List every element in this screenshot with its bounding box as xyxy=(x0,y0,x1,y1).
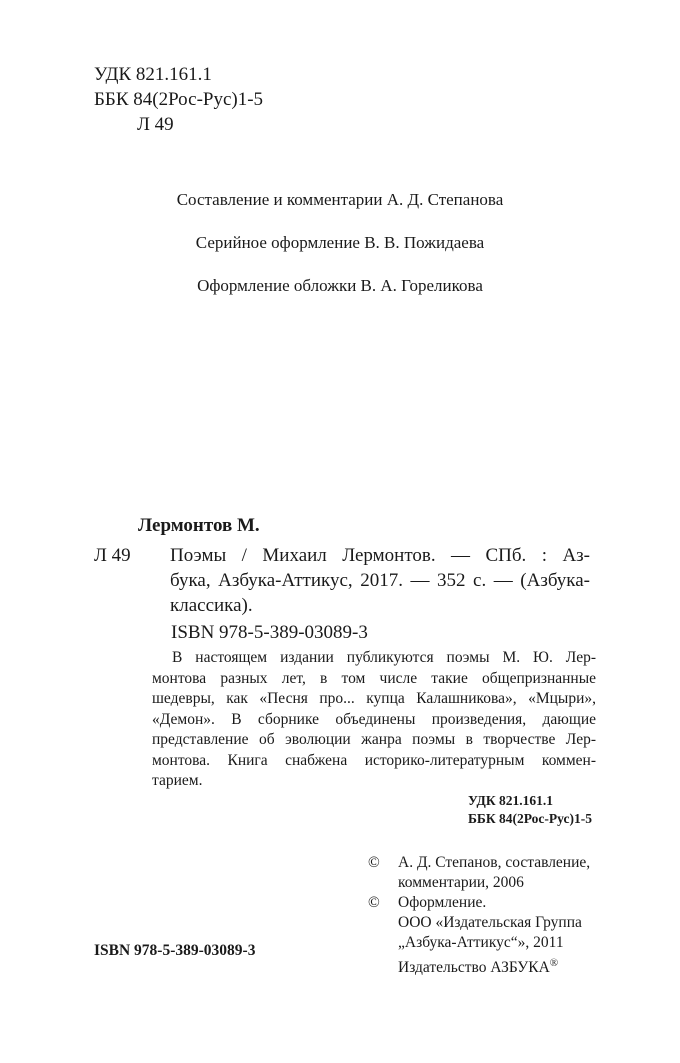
series-design-credit: Серийное оформление В. В. Пожидаева xyxy=(195,233,485,252)
bottom-isbn: ISBN 978-5-389-03089-3 xyxy=(94,942,256,959)
udk-code: УДК 821.161.1 xyxy=(94,64,212,85)
annotation-line: В настоящем издании публикуются поэмы М. Ю. Лер- xyxy=(172,649,596,666)
copyright-entry-compiler xyxy=(368,853,590,873)
catalog-entry xyxy=(94,543,590,616)
annotation-line: представление об эволюции жанра поэмы в творчестве Лер- xyxy=(152,731,596,748)
copyright-entry-design xyxy=(368,893,590,913)
cover-design-credit: Оформление обложки В. А. Гореликова xyxy=(197,276,483,295)
classification-codes xyxy=(94,62,263,137)
annotation-line: монтова. Книга снабжена историко-литературным коммен- xyxy=(152,751,596,769)
copyright-text: „Азбука-Аттикус“», 2011 xyxy=(398,934,564,951)
copyright-text: ООО «Издательская Группа xyxy=(398,914,582,931)
copyright-text: комментарии, 2006 xyxy=(398,874,524,891)
copyright-symbol: © xyxy=(368,854,380,871)
copyright-symbol: © xyxy=(368,894,380,911)
annotation-line: монтова разных лет, в том числе такие общепризнанные xyxy=(152,669,596,687)
catalog-sign: Л 49 xyxy=(94,545,131,566)
annotation xyxy=(152,648,596,792)
small-bbk-code: ББК 84(2Рос-Рус)1-5 xyxy=(468,811,592,826)
catalog-description xyxy=(170,543,590,618)
annotation-line: шедевры, как «Песня про... купца Калашникова», «Мцыри», xyxy=(152,690,596,707)
copyright-block xyxy=(368,853,590,978)
small-udk-code: УДК 821.161.1 xyxy=(468,793,553,808)
compilation-credit: Составление и комментарии А. Д. Степанова xyxy=(176,190,504,209)
description-line: Поэмы / Михаил Лермонтов. — СПб. : Аз- xyxy=(170,545,590,566)
copyright-text: Оформление. xyxy=(398,894,487,911)
description-line: классика). xyxy=(170,595,253,616)
annotation-line: «Демон». В сборнике объединены произведения, дающие xyxy=(152,710,596,728)
small-classification-codes xyxy=(468,792,592,828)
catalog-author: Лермонтов М. xyxy=(138,515,260,536)
bbk-code: ББК 84(2Рос-Рус)1-5 xyxy=(94,89,264,110)
registered-mark: ® xyxy=(549,957,559,969)
author-sign: Л 49 xyxy=(137,114,174,135)
publisher-line xyxy=(368,953,590,978)
description-line: бука, Азбука-Аттикус, 2017. — 352 с. — (Азбука- xyxy=(170,570,590,591)
publisher-name: Издательство АЗБУКА xyxy=(398,959,550,977)
catalog-isbn: ISBN 978-5-389-03089-3 xyxy=(171,622,368,643)
annotation-line: тарием. xyxy=(152,772,203,789)
copyright-text: А. Д. Степанов, составление, xyxy=(398,854,591,871)
